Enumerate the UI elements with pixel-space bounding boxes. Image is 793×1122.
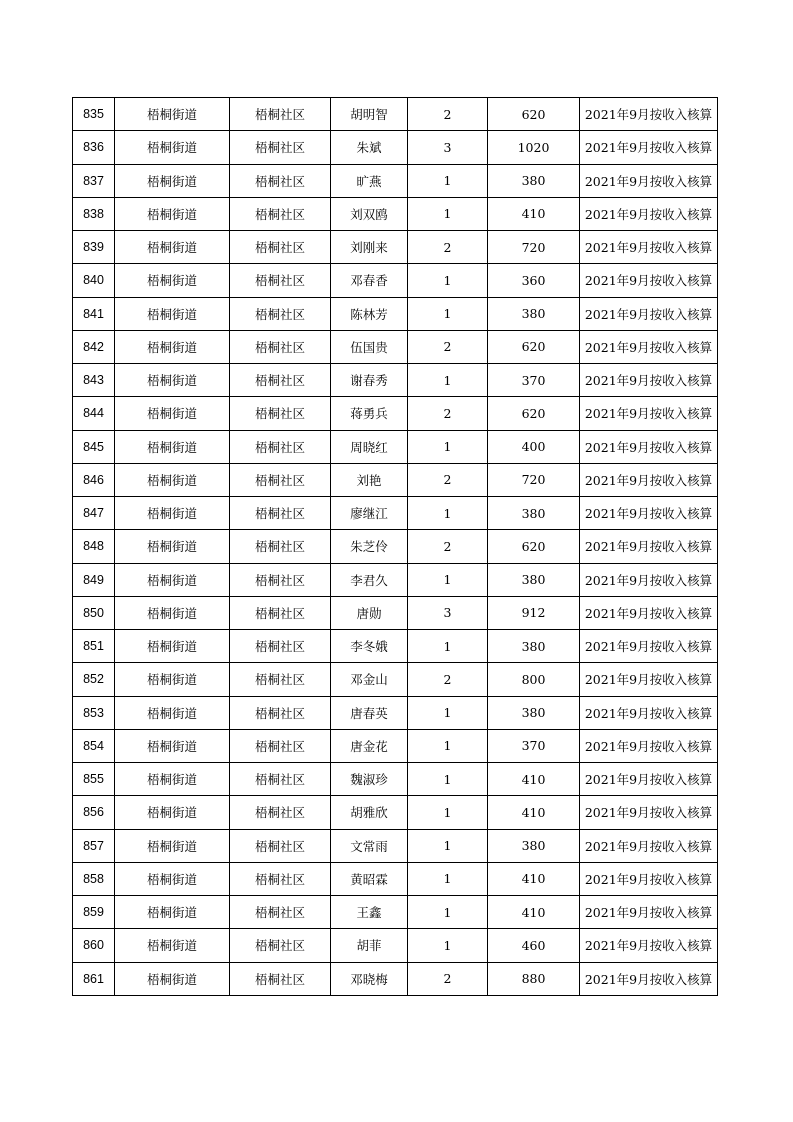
cell-amount: 380 — [488, 696, 580, 729]
cell-household-size: 1 — [408, 164, 488, 197]
cell-serial-number: 849 — [73, 563, 115, 596]
cell-serial-number: 850 — [73, 596, 115, 629]
cell-note: 2021年9月按收入核算 — [580, 264, 718, 297]
cell-serial-number: 843 — [73, 364, 115, 397]
cell-name: 李冬娥 — [331, 630, 408, 663]
cell-amount: 410 — [488, 896, 580, 929]
table-row — [73, 630, 718, 663]
cell-serial-number: 852 — [73, 663, 115, 696]
table-row — [73, 796, 718, 829]
cell-serial-number: 848 — [73, 530, 115, 563]
cell-amount: 400 — [488, 430, 580, 463]
cell-name: 邓春香 — [331, 264, 408, 297]
cell-street: 梧桐街道 — [115, 829, 230, 862]
cell-name: 魏淑珍 — [331, 763, 408, 796]
cell-household-size: 2 — [408, 663, 488, 696]
cell-serial-number: 837 — [73, 164, 115, 197]
cell-serial-number: 840 — [73, 264, 115, 297]
cell-community: 梧桐社区 — [230, 264, 331, 297]
cell-community: 梧桐社区 — [230, 962, 331, 995]
cell-household-size: 1 — [408, 896, 488, 929]
cell-household-size: 1 — [408, 264, 488, 297]
cell-name: 朱斌 — [331, 131, 408, 164]
cell-community: 梧桐社区 — [230, 829, 331, 862]
cell-serial-number: 846 — [73, 463, 115, 496]
cell-community: 梧桐社区 — [230, 563, 331, 596]
cell-note: 2021年9月按收入核算 — [580, 397, 718, 430]
cell-name: 黄昭霖 — [331, 862, 408, 895]
table-row — [73, 896, 718, 929]
table-row — [73, 563, 718, 596]
cell-community: 梧桐社区 — [230, 164, 331, 197]
cell-name: 伍国贵 — [331, 330, 408, 363]
cell-name: 周晓红 — [331, 430, 408, 463]
cell-serial-number: 835 — [73, 98, 115, 131]
cell-household-size: 1 — [408, 364, 488, 397]
cell-serial-number: 856 — [73, 796, 115, 829]
cell-amount: 360 — [488, 264, 580, 297]
cell-name: 谢春秀 — [331, 364, 408, 397]
cell-amount: 620 — [488, 98, 580, 131]
cell-name: 邓金山 — [331, 663, 408, 696]
cell-amount: 912 — [488, 596, 580, 629]
cell-street: 梧桐街道 — [115, 197, 230, 230]
cell-serial-number: 854 — [73, 729, 115, 762]
cell-amount: 410 — [488, 862, 580, 895]
cell-amount: 410 — [488, 197, 580, 230]
cell-note: 2021年9月按收入核算 — [580, 231, 718, 264]
cell-serial-number: 859 — [73, 896, 115, 929]
cell-street: 梧桐街道 — [115, 862, 230, 895]
cell-community: 梧桐社区 — [230, 297, 331, 330]
cell-note: 2021年9月按收入核算 — [580, 796, 718, 829]
cell-note: 2021年9月按收入核算 — [580, 630, 718, 663]
cell-street: 梧桐街道 — [115, 463, 230, 496]
cell-amount: 380 — [488, 497, 580, 530]
cell-amount: 410 — [488, 763, 580, 796]
cell-name: 唐金花 — [331, 729, 408, 762]
cell-household-size: 2 — [408, 98, 488, 131]
cell-community: 梧桐社区 — [230, 530, 331, 563]
cell-community: 梧桐社区 — [230, 763, 331, 796]
cell-street: 梧桐街道 — [115, 596, 230, 629]
table-row — [73, 197, 718, 230]
cell-amount: 380 — [488, 297, 580, 330]
cell-household-size: 1 — [408, 829, 488, 862]
cell-household-size: 1 — [408, 197, 488, 230]
cell-name: 刘艳 — [331, 463, 408, 496]
cell-community: 梧桐社区 — [230, 796, 331, 829]
cell-note: 2021年9月按收入核算 — [580, 197, 718, 230]
cell-amount: 370 — [488, 364, 580, 397]
cell-name: 唐勋 — [331, 596, 408, 629]
cell-name: 陈林芳 — [331, 297, 408, 330]
cell-amount: 410 — [488, 796, 580, 829]
cell-name: 刘双鸥 — [331, 197, 408, 230]
cell-amount: 380 — [488, 630, 580, 663]
table-row — [73, 330, 718, 363]
cell-street: 梧桐街道 — [115, 98, 230, 131]
cell-name: 朱芝伶 — [331, 530, 408, 563]
table-row — [73, 929, 718, 962]
cell-name: 刘刚来 — [331, 231, 408, 264]
cell-street: 梧桐街道 — [115, 962, 230, 995]
cell-street: 梧桐街道 — [115, 330, 230, 363]
cell-serial-number: 853 — [73, 696, 115, 729]
cell-name: 旷燕 — [331, 164, 408, 197]
table-row — [73, 530, 718, 563]
cell-note: 2021年9月按收入核算 — [580, 862, 718, 895]
cell-household-size: 1 — [408, 796, 488, 829]
cell-household-size: 1 — [408, 563, 488, 596]
cell-note: 2021年9月按收入核算 — [580, 364, 718, 397]
cell-serial-number: 851 — [73, 630, 115, 663]
cell-note: 2021年9月按收入核算 — [580, 929, 718, 962]
cell-community: 梧桐社区 — [230, 896, 331, 929]
cell-household-size: 2 — [408, 962, 488, 995]
table-row — [73, 862, 718, 895]
cell-street: 梧桐街道 — [115, 131, 230, 164]
cell-community: 梧桐社区 — [230, 463, 331, 496]
cell-community: 梧桐社区 — [230, 596, 331, 629]
cell-household-size: 1 — [408, 729, 488, 762]
cell-street: 梧桐街道 — [115, 929, 230, 962]
cell-amount: 720 — [488, 231, 580, 264]
cell-household-size: 2 — [408, 530, 488, 563]
cell-note: 2021年9月按收入核算 — [580, 696, 718, 729]
cell-amount: 620 — [488, 330, 580, 363]
cell-street: 梧桐街道 — [115, 264, 230, 297]
cell-community: 梧桐社区 — [230, 397, 331, 430]
cell-community: 梧桐社区 — [230, 497, 331, 530]
cell-note: 2021年9月按收入核算 — [580, 596, 718, 629]
cell-serial-number: 845 — [73, 430, 115, 463]
table-row — [73, 696, 718, 729]
cell-serial-number: 860 — [73, 929, 115, 962]
cell-community: 梧桐社区 — [230, 330, 331, 363]
cell-street: 梧桐街道 — [115, 364, 230, 397]
cell-household-size: 1 — [408, 763, 488, 796]
cell-name: 李君久 — [331, 563, 408, 596]
table-row — [73, 98, 718, 131]
cell-street: 梧桐街道 — [115, 563, 230, 596]
cell-household-size: 2 — [408, 330, 488, 363]
cell-note: 2021年9月按收入核算 — [580, 530, 718, 563]
table-row — [73, 463, 718, 496]
table-row — [73, 131, 718, 164]
table-row — [73, 596, 718, 629]
table-row — [73, 264, 718, 297]
cell-street: 梧桐街道 — [115, 630, 230, 663]
cell-amount: 370 — [488, 729, 580, 762]
cell-name: 胡明智 — [331, 98, 408, 131]
cell-note: 2021年9月按收入核算 — [580, 729, 718, 762]
cell-street: 梧桐街道 — [115, 164, 230, 197]
cell-note: 2021年9月按收入核算 — [580, 430, 718, 463]
cell-household-size: 1 — [408, 929, 488, 962]
cell-note: 2021年9月按收入核算 — [580, 663, 718, 696]
cell-note: 2021年9月按收入核算 — [580, 330, 718, 363]
cell-note: 2021年9月按收入核算 — [580, 896, 718, 929]
table-row — [73, 962, 718, 995]
cell-street: 梧桐街道 — [115, 530, 230, 563]
cell-household-size: 1 — [408, 497, 488, 530]
table-row — [73, 763, 718, 796]
cell-name: 蒋勇兵 — [331, 397, 408, 430]
cell-amount: 800 — [488, 663, 580, 696]
table-row — [73, 364, 718, 397]
cell-community: 梧桐社区 — [230, 131, 331, 164]
cell-community: 梧桐社区 — [230, 729, 331, 762]
cell-name: 王鑫 — [331, 896, 408, 929]
cell-household-size: 3 — [408, 131, 488, 164]
cell-serial-number: 838 — [73, 197, 115, 230]
cell-note: 2021年9月按收入核算 — [580, 829, 718, 862]
cell-household-size: 1 — [408, 297, 488, 330]
cell-community: 梧桐社区 — [230, 663, 331, 696]
cell-household-size: 2 — [408, 397, 488, 430]
cell-name: 唐春英 — [331, 696, 408, 729]
table-row — [73, 663, 718, 696]
cell-name: 廖继江 — [331, 497, 408, 530]
cell-note: 2021年9月按收入核算 — [580, 962, 718, 995]
cell-serial-number: 839 — [73, 231, 115, 264]
cell-name: 胡菲 — [331, 929, 408, 962]
cell-street: 梧桐街道 — [115, 729, 230, 762]
cell-street: 梧桐街道 — [115, 397, 230, 430]
table-row — [73, 297, 718, 330]
cell-household-size: 2 — [408, 463, 488, 496]
cell-community: 梧桐社区 — [230, 98, 331, 131]
cell-serial-number: 847 — [73, 497, 115, 530]
cell-serial-number: 858 — [73, 862, 115, 895]
cell-serial-number: 861 — [73, 962, 115, 995]
table-row — [73, 497, 718, 530]
cell-street: 梧桐街道 — [115, 696, 230, 729]
cell-amount: 1020 — [488, 131, 580, 164]
cell-street: 梧桐街道 — [115, 297, 230, 330]
cell-amount: 460 — [488, 929, 580, 962]
table-row — [73, 829, 718, 862]
cell-note: 2021年9月按收入核算 — [580, 463, 718, 496]
cell-note: 2021年9月按收入核算 — [580, 563, 718, 596]
cell-note: 2021年9月按收入核算 — [580, 297, 718, 330]
cell-serial-number: 842 — [73, 330, 115, 363]
cell-serial-number: 836 — [73, 131, 115, 164]
cell-name: 文常雨 — [331, 829, 408, 862]
table-body — [73, 98, 718, 996]
table-row — [73, 397, 718, 430]
cell-household-size: 1 — [408, 862, 488, 895]
cell-amount: 380 — [488, 829, 580, 862]
cell-name: 邓晓梅 — [331, 962, 408, 995]
cell-note: 2021年9月按收入核算 — [580, 98, 718, 131]
cell-note: 2021年9月按收入核算 — [580, 131, 718, 164]
cell-community: 梧桐社区 — [230, 696, 331, 729]
table-row — [73, 164, 718, 197]
cell-household-size: 1 — [408, 630, 488, 663]
table-row — [73, 231, 718, 264]
cell-serial-number: 857 — [73, 829, 115, 862]
cell-street: 梧桐街道 — [115, 796, 230, 829]
cell-street: 梧桐街道 — [115, 663, 230, 696]
cell-street: 梧桐街道 — [115, 430, 230, 463]
cell-note: 2021年9月按收入核算 — [580, 164, 718, 197]
cell-household-size: 1 — [408, 430, 488, 463]
cell-street: 梧桐街道 — [115, 231, 230, 264]
cell-amount: 380 — [488, 164, 580, 197]
cell-community: 梧桐社区 — [230, 231, 331, 264]
cell-community: 梧桐社区 — [230, 862, 331, 895]
cell-household-size: 2 — [408, 231, 488, 264]
cell-household-size: 1 — [408, 696, 488, 729]
records-table — [72, 97, 718, 996]
cell-serial-number: 844 — [73, 397, 115, 430]
cell-community: 梧桐社区 — [230, 364, 331, 397]
cell-community: 梧桐社区 — [230, 430, 331, 463]
cell-amount: 380 — [488, 563, 580, 596]
cell-street: 梧桐街道 — [115, 763, 230, 796]
cell-name: 胡雅欣 — [331, 796, 408, 829]
cell-household-size: 3 — [408, 596, 488, 629]
cell-note: 2021年9月按收入核算 — [580, 497, 718, 530]
cell-serial-number: 855 — [73, 763, 115, 796]
cell-community: 梧桐社区 — [230, 630, 331, 663]
cell-amount: 720 — [488, 463, 580, 496]
table-row — [73, 729, 718, 762]
cell-serial-number: 841 — [73, 297, 115, 330]
cell-amount: 620 — [488, 397, 580, 430]
cell-community: 梧桐社区 — [230, 197, 331, 230]
cell-community: 梧桐社区 — [230, 929, 331, 962]
cell-amount: 620 — [488, 530, 580, 563]
cell-street: 梧桐街道 — [115, 497, 230, 530]
cell-note: 2021年9月按收入核算 — [580, 763, 718, 796]
cell-street: 梧桐街道 — [115, 896, 230, 929]
cell-amount: 880 — [488, 962, 580, 995]
table-row — [73, 430, 718, 463]
